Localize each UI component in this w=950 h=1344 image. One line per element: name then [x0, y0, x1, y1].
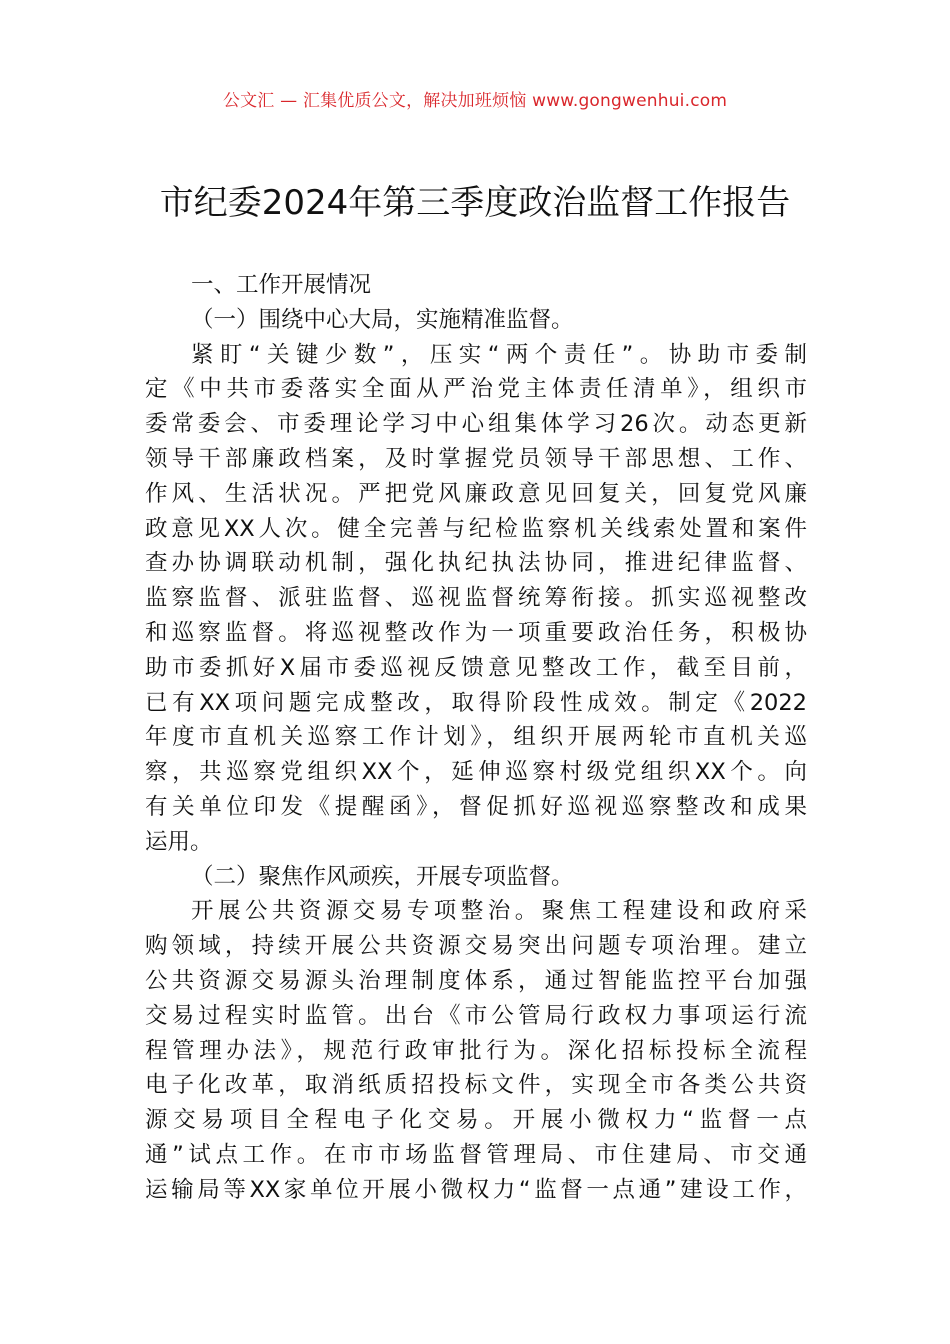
paragraph-line: 有关单位印发《提醒函》，督促抓好巡视巡察整改和成果 — [145, 793, 807, 820]
document-body — [145, 268, 807, 1208]
paragraph-line: 委常委会、市委理论学习中心组集体学习26次。动态更新 — [145, 411, 807, 438]
subsection-heading: （二）聚焦作风顽疾，开展专项监督。 — [191, 863, 574, 890]
paragraph-line: 程管理办法》，规范行政审批行为。深化招标投标全流程 — [145, 1037, 807, 1064]
document-title: 市纪委2024年第三季度政治监督工作报告 — [159, 183, 791, 223]
paragraph-line: 交易过程实时监管。出台《市公管局行政权力事项运行流 — [145, 1002, 807, 1029]
paragraph-line: 通”试点工作。在市市场监督管理局、市住建局、市交通 — [145, 1141, 807, 1168]
paragraph-line: 察，共巡察党组织XX个，延伸巡察村级党组织XX个。向 — [145, 759, 807, 786]
paragraph-line: 源交易项目全程电子化交易。开展小微权力“监督一点 — [145, 1107, 807, 1134]
paragraph-line: 购领域，持续开展公共资源交易突出问题专项治理。建立 — [145, 933, 807, 960]
paragraph-line: 和巡察监督。将巡视整改作为一项重要政治任务，积极协 — [145, 619, 807, 646]
paragraph-line: 政意见XX人次。健全完善与纪检监察机关线索处置和案件 — [145, 515, 807, 542]
paragraph-line: 年度市直机关巡察工作计划》，组织开展两轮市直机关巡 — [145, 724, 807, 751]
paragraph-line: 定《中共市委落实全面从严治党主体责任清单》，组织市 — [145, 376, 807, 403]
paragraph-line: 运输局等XX家单位开展小微权力“监督一点通”建设工作， — [145, 1176, 807, 1203]
watermark-header: 公文汇 — 汇集优质公文，解决加班烦恼 www.gongwenhui.com — [222, 91, 728, 111]
paragraph-line: 运用。 — [145, 828, 213, 855]
paragraph-line: 公共资源交易源头治理制度体系，通过智能监控平台加强 — [145, 967, 807, 994]
paragraph-line: 电子化改革，取消纸质招投标文件，实现全市各类公共资 — [145, 1072, 807, 1099]
paragraph-line: 查办协调联动机制，强化执纪执法协同，推进纪律监督、 — [145, 550, 807, 577]
subsection-heading: （一）围绕中心大局，实施精准监督。 — [191, 306, 574, 333]
section-heading: 一、工作开展情况 — [191, 272, 372, 298]
paragraph-line: 助市委抓好X届市委巡视反馈意见整改工作，截至目前， — [145, 654, 807, 681]
paragraph-line: 开展公共资源交易专项整治。聚焦工程建设和政府采 — [191, 898, 807, 925]
paragraph-line: 紧盯“关键少数”，压实“两个责任”。协助市委制 — [191, 341, 807, 368]
paragraph-line: 领导干部廉政档案，及时掌握党员领导干部思想、工作、 — [145, 445, 807, 472]
paragraph-line: 已有XX项问题完成整改，取得阶段性成效。制定《2022 — [145, 689, 807, 716]
paragraph-line: 作风、生活状况。严把党风廉政意见回复关，回复党风廉 — [145, 480, 807, 507]
paragraph-line: 监察监督、派驻监督、巡视监督统筹衔接。抓实巡视整改 — [145, 585, 807, 612]
